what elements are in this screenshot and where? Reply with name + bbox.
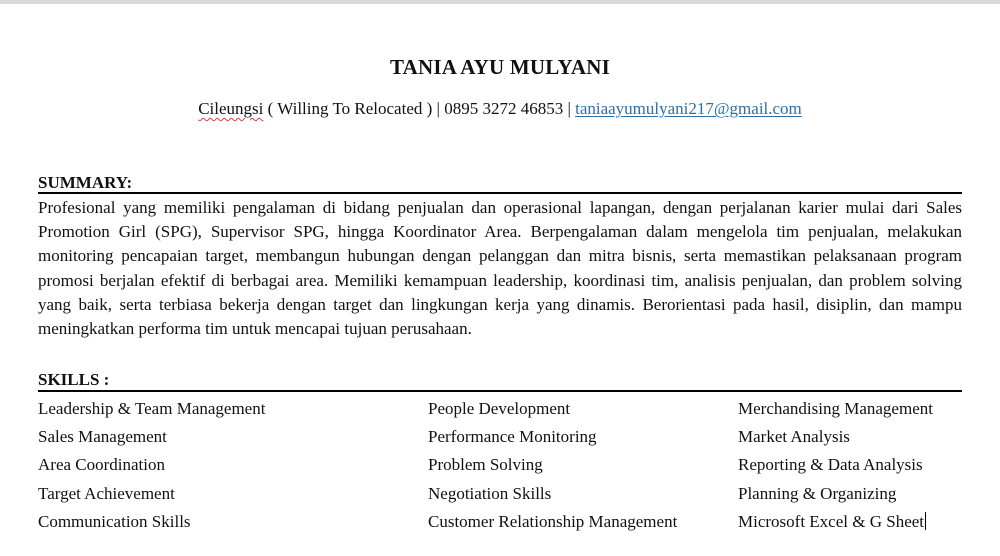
resume-name: TANIA AYU MULYANI: [389, 55, 611, 79]
skill-item: Planning & Organizing: [738, 484, 897, 503]
skill-item: Performance Monitoring: [428, 427, 597, 446]
relocate-note: ( Willing To Relocated ): [267, 99, 433, 118]
skill-item: Leadership & Team Management: [38, 399, 266, 418]
skill-item: Negotiation Skills: [428, 484, 552, 503]
text-cursor: [925, 512, 926, 530]
skill-item: Reporting & Data Analysis: [738, 455, 923, 474]
summary-text: Profesional yang memiliki pengalaman di bidang penjualan dan operasional lapangan, dengan perjalanan karier mulai dari Sales Promotion Girl (SPG), Supervisor SPG, hingga Koordinator Area. Berpengalaman dalam mengelola tim penjualan, melakukan monitoring pencapaian target, membangun hubungan dengan pelanggan dan mitra bisnis, serta memastikan pelaksanaan program promosi berjalan efektif di berbagai area. Memiliki kemampuan leadership, koordinasi tim, analisis penjualan, dan problem solving yang baik, serta terbiasa bekerja dengan target dan lingkungan kerja yang dinamis. Berorientasi pada hasil, disiplin, dan mampu meningkatkan performa tim untuk mencapai tujuan perusahaan.: [38, 198, 962, 339]
summary-heading: SUMMARY:: [38, 173, 133, 192]
contact-line: [0, 99, 1000, 119]
skill-item: Customer Relationship Management: [428, 512, 678, 531]
skill-item: Sales Management: [38, 427, 167, 446]
skill-item: Target Achievement: [38, 484, 175, 503]
separator: |: [436, 99, 440, 118]
skill-item: Market Analysis: [738, 427, 850, 446]
location: Cileungsi: [198, 99, 264, 118]
phone: 0895 3272 46853: [444, 99, 564, 118]
top-border: [0, 0, 1000, 4]
skill-item: Merchandising Management: [738, 399, 933, 418]
skills-heading: SKILLS :: [38, 370, 110, 389]
separator: |: [567, 99, 571, 118]
skill-text: Microsoft Excel & G Sheet: [738, 512, 925, 531]
skill-item: Communication Skills: [38, 512, 191, 531]
skill-item: Problem Solving: [428, 455, 543, 474]
summary-rule: [38, 192, 962, 194]
skill-item: People Development: [428, 399, 571, 418]
skill-item: Area Coordination: [38, 455, 165, 474]
email-link[interactable]: taniaayumulyani217@gmail.com: [575, 99, 802, 118]
skills-rule: [38, 390, 962, 392]
skill-item-last: [738, 512, 926, 532]
